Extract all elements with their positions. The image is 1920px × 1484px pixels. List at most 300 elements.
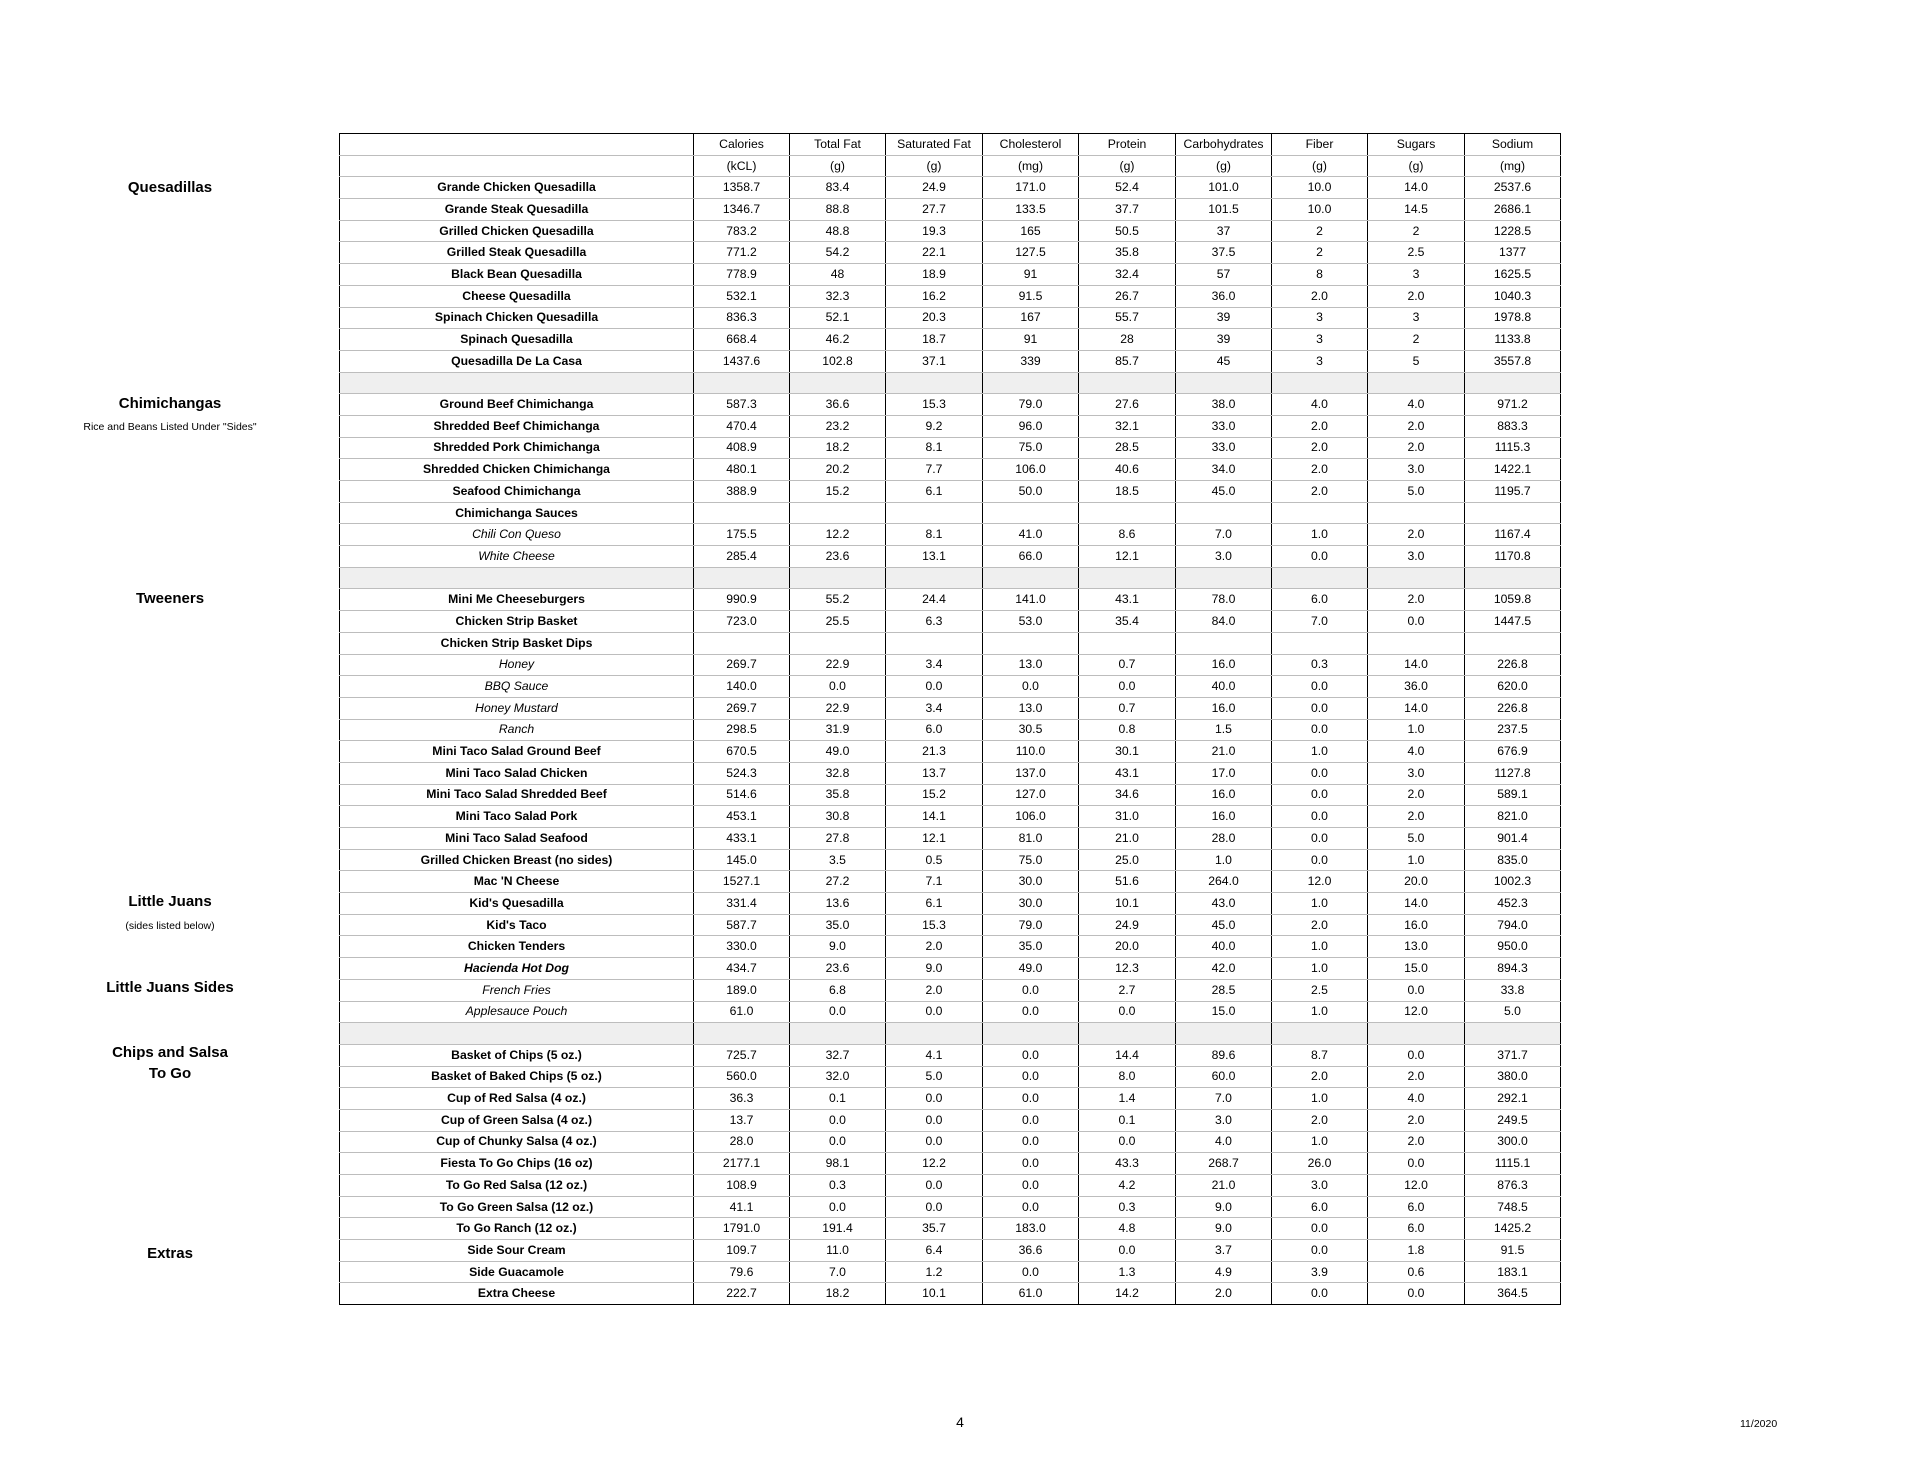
value-cell: 0.0 [1272, 762, 1368, 784]
value-cell [983, 372, 1079, 394]
value-cell: 589.1 [1465, 784, 1561, 806]
item-name: Mini Taco Salad Ground Beef [340, 741, 694, 763]
value-cell: 36.3 [694, 1088, 790, 1110]
item-name: Mini Taco Salad Seafood [340, 828, 694, 850]
header-row [340, 134, 1561, 156]
section-chimichangas: Chimichangas [118, 395, 222, 412]
value-cell: 0.0 [1272, 849, 1368, 871]
value-cell: 2.7 [1079, 979, 1176, 1001]
value-cell: 268.7 [1176, 1153, 1272, 1175]
value-cell: 2.0 [886, 979, 983, 1001]
page-number: 4 [956, 1414, 964, 1430]
value-cell: 4.0 [1176, 1131, 1272, 1153]
value-cell [790, 502, 886, 524]
value-cell: 2 [1272, 242, 1368, 264]
value-cell: 43.1 [1079, 762, 1176, 784]
table-row [340, 1196, 1561, 1218]
value-cell: 21.0 [1176, 741, 1272, 763]
unit-cell: (kCL) [694, 155, 790, 177]
value-cell: 33.0 [1176, 437, 1272, 459]
value-cell: 0.0 [1272, 806, 1368, 828]
value-cell: 0.0 [1272, 1218, 1368, 1240]
table-row [340, 1001, 1561, 1023]
value-cell: 15.2 [886, 784, 983, 806]
value-cell: 0.7 [1079, 697, 1176, 719]
item-name: Applesauce Pouch [340, 1001, 694, 1023]
value-cell: 7.1 [886, 871, 983, 893]
chips-line-1: Chips and Salsa [112, 1044, 228, 1061]
value-cell: 28 [1079, 329, 1176, 351]
value-cell: 1195.7 [1465, 481, 1561, 503]
value-cell: 34.0 [1176, 459, 1272, 481]
value-cell: 0.0 [1368, 611, 1465, 633]
value-cell: 25.5 [790, 611, 886, 633]
value-cell: 264.0 [1176, 871, 1272, 893]
table-row [340, 1044, 1561, 1066]
value-cell: 40.0 [1176, 676, 1272, 698]
value-cell: 3.4 [886, 654, 983, 676]
value-cell: 723.0 [694, 611, 790, 633]
value-cell: 2.0 [1368, 415, 1465, 437]
value-cell: 79.0 [983, 394, 1079, 416]
value-cell: 2.0 [1272, 437, 1368, 459]
value-cell [790, 567, 886, 589]
value-cell [1079, 632, 1176, 654]
value-cell [1465, 1023, 1561, 1045]
value-cell: 18.2 [790, 437, 886, 459]
value-cell [1176, 632, 1272, 654]
value-cell: 9.0 [790, 936, 886, 958]
value-cell: 41.0 [983, 524, 1079, 546]
value-cell: 0.0 [790, 1109, 886, 1131]
table-row [340, 502, 1561, 524]
table-row [340, 849, 1561, 871]
value-cell: 1437.6 [694, 350, 790, 372]
value-cell: 18.2 [790, 1283, 886, 1305]
revision-date: 11/2020 [1740, 1418, 1778, 1430]
value-cell [1272, 1023, 1368, 1045]
item-name: Chimichanga Sauces [340, 502, 694, 524]
section-little-juans: Little Juans [128, 893, 212, 910]
value-cell: 1040.3 [1465, 285, 1561, 307]
value-cell: 0.0 [1272, 719, 1368, 741]
value-cell: 1059.8 [1465, 589, 1561, 611]
value-cell [694, 502, 790, 524]
value-cell: 43.3 [1079, 1153, 1176, 1175]
value-cell: 587.7 [694, 914, 790, 936]
value-cell: 7.0 [1176, 524, 1272, 546]
value-cell: 3.9 [1272, 1261, 1368, 1283]
value-cell: 300.0 [1465, 1131, 1561, 1153]
value-cell: 8 [1272, 264, 1368, 286]
value-cell: 2.0 [1272, 481, 1368, 503]
value-cell: 0.0 [886, 1131, 983, 1153]
value-cell: 1.0 [1368, 719, 1465, 741]
value-cell: 2.0 [1272, 285, 1368, 307]
item-name: Grande Chicken Quesadilla [340, 177, 694, 199]
value-cell: 10.0 [1272, 199, 1368, 221]
table-row [340, 1066, 1561, 1088]
value-cell: 1.3 [1079, 1261, 1176, 1283]
item-name: Basket of Chips (5 oz.) [340, 1044, 694, 1066]
value-cell: 9.2 [886, 415, 983, 437]
value-cell: 2 [1368, 329, 1465, 351]
item-name: White Cheese [340, 546, 694, 568]
table-row [340, 285, 1561, 307]
value-cell: 106.0 [983, 806, 1079, 828]
value-cell: 14.2 [1079, 1283, 1176, 1305]
value-cell: 12.2 [886, 1153, 983, 1175]
table-row [340, 697, 1561, 719]
value-cell: 66.0 [983, 546, 1079, 568]
value-cell: 32.4 [1079, 264, 1176, 286]
item-name: Honey [340, 654, 694, 676]
item-name: Shredded Pork Chimichanga [340, 437, 694, 459]
value-cell [1368, 372, 1465, 394]
value-cell [1079, 1023, 1176, 1045]
value-cell: 1127.8 [1465, 762, 1561, 784]
value-cell [1465, 372, 1561, 394]
table-row [340, 415, 1561, 437]
value-cell: 52.4 [1079, 177, 1176, 199]
value-cell: 794.0 [1465, 914, 1561, 936]
value-cell: 2.0 [886, 936, 983, 958]
value-cell: 20.3 [886, 307, 983, 329]
value-cell: 3 [1368, 307, 1465, 329]
value-cell: 18.7 [886, 329, 983, 351]
value-cell: 7.0 [790, 1261, 886, 1283]
value-cell: 22.9 [790, 697, 886, 719]
value-cell: 10.1 [1079, 893, 1176, 915]
table-row [340, 242, 1561, 264]
value-cell: 901.4 [1465, 828, 1561, 850]
value-cell: 0.1 [790, 1088, 886, 1110]
value-cell: 10.0 [1272, 177, 1368, 199]
item-name [340, 372, 694, 394]
value-cell: 89.6 [1176, 1044, 1272, 1066]
value-cell [1272, 372, 1368, 394]
value-cell: 783.2 [694, 220, 790, 242]
unit-cell: (g) [1272, 155, 1368, 177]
value-cell [1079, 372, 1176, 394]
value-cell: 1115.1 [1465, 1153, 1561, 1175]
value-cell: 894.3 [1465, 958, 1561, 980]
value-cell: 0.0 [983, 1044, 1079, 1066]
value-cell: 79.0 [983, 914, 1079, 936]
value-cell: 11.0 [790, 1240, 886, 1262]
value-cell [694, 632, 790, 654]
value-cell: 0.0 [983, 1131, 1079, 1153]
item-name: Side Sour Cream [340, 1240, 694, 1262]
value-cell: 876.3 [1465, 1175, 1561, 1197]
table-row [340, 762, 1561, 784]
value-cell: 46.2 [790, 329, 886, 351]
value-cell: 140.0 [694, 676, 790, 698]
value-cell: 42.0 [1176, 958, 1272, 980]
item-name: Side Guacamole [340, 1261, 694, 1283]
value-cell: 285.4 [694, 546, 790, 568]
value-cell: 75.0 [983, 849, 1079, 871]
value-cell: 3 [1272, 307, 1368, 329]
value-cell: 21.0 [1176, 1175, 1272, 1197]
value-cell: 110.0 [983, 741, 1079, 763]
value-cell [886, 502, 983, 524]
table-row [340, 394, 1561, 416]
value-cell: 26.0 [1272, 1153, 1368, 1175]
value-cell: 10.1 [886, 1283, 983, 1305]
item-name: Cup of Red Salsa (4 oz.) [340, 1088, 694, 1110]
value-cell: 183.0 [983, 1218, 1079, 1240]
value-cell: 50.5 [1079, 220, 1176, 242]
value-cell: 14.1 [886, 806, 983, 828]
table-row [340, 1131, 1561, 1153]
value-cell: 7.0 [1176, 1088, 1272, 1110]
value-cell: 2.0 [1368, 784, 1465, 806]
value-cell: 6.0 [1368, 1196, 1465, 1218]
value-cell: 57 [1176, 264, 1272, 286]
value-cell: 2.0 [1368, 285, 1465, 307]
item-name [340, 1023, 694, 1045]
value-cell: 32.0 [790, 1066, 886, 1088]
chimichangas-note: Rice and Beans Listed Under "Sides" [83, 421, 257, 433]
value-cell: 1.5 [1176, 719, 1272, 741]
table-row [340, 958, 1561, 980]
value-cell: 16.0 [1176, 697, 1272, 719]
value-cell: 45.0 [1176, 914, 1272, 936]
value-cell: 7.0 [1272, 611, 1368, 633]
value-cell: 0.0 [1079, 1131, 1176, 1153]
value-cell: 24.9 [886, 177, 983, 199]
value-cell: 30.0 [983, 871, 1079, 893]
value-cell [983, 632, 1079, 654]
value-cell [1272, 567, 1368, 589]
value-cell: 950.0 [1465, 936, 1561, 958]
value-cell: 3.0 [1176, 1109, 1272, 1131]
value-cell: 1346.7 [694, 199, 790, 221]
value-cell: 18.9 [886, 264, 983, 286]
value-cell: 101.0 [1176, 177, 1272, 199]
value-cell: 532.1 [694, 285, 790, 307]
value-cell: 1.0 [1272, 893, 1368, 915]
value-cell: 16.0 [1176, 784, 1272, 806]
value-cell: 5 [1368, 350, 1465, 372]
table-row [340, 979, 1561, 1001]
value-cell: 41.1 [694, 1196, 790, 1218]
value-cell: 36.6 [983, 1240, 1079, 1262]
value-cell: 175.5 [694, 524, 790, 546]
value-cell: 3.4 [886, 697, 983, 719]
value-cell: 5.0 [1465, 1001, 1561, 1023]
value-cell: 5.0 [1368, 481, 1465, 503]
spacer-row [340, 372, 1561, 394]
item-name: Basket of Baked Chips (5 oz.) [340, 1066, 694, 1088]
table-row [340, 1218, 1561, 1240]
value-cell: 3.0 [1272, 1175, 1368, 1197]
value-cell: 54.2 [790, 242, 886, 264]
value-cell: 3.7 [1176, 1240, 1272, 1262]
value-cell: 433.1 [694, 828, 790, 850]
value-cell: 0.0 [1272, 784, 1368, 806]
value-cell: 1170.8 [1465, 546, 1561, 568]
value-cell: 8.0 [1079, 1066, 1176, 1088]
value-cell: 23.6 [790, 958, 886, 980]
value-cell: 9.0 [886, 958, 983, 980]
value-cell: 52.1 [790, 307, 886, 329]
value-cell: 16.0 [1368, 914, 1465, 936]
value-cell: 13.6 [790, 893, 886, 915]
header-blank-cell [340, 134, 694, 156]
value-cell: 0.6 [1368, 1261, 1465, 1283]
value-cell: 298.5 [694, 719, 790, 741]
value-cell: 3.0 [1368, 546, 1465, 568]
value-cell: 191.4 [790, 1218, 886, 1240]
value-cell [886, 1023, 983, 1045]
item-name: Black Bean Quesadilla [340, 264, 694, 286]
unit-cell: (mg) [983, 155, 1079, 177]
value-cell: 3 [1272, 350, 1368, 372]
value-cell: 37 [1176, 220, 1272, 242]
unit-cell: (mg) [1465, 155, 1561, 177]
value-cell: 670.5 [694, 741, 790, 763]
value-cell: 28.5 [1176, 979, 1272, 1001]
value-cell: 2686.1 [1465, 199, 1561, 221]
spacer-row [340, 1023, 1561, 1045]
table-row [340, 741, 1561, 763]
section-extras: Extras [147, 1245, 193, 1262]
column-header: Cholesterol [983, 134, 1079, 156]
value-cell: 35.8 [1079, 242, 1176, 264]
item-name: Mini Me Cheeseburgers [340, 589, 694, 611]
value-cell: 0.0 [790, 1001, 886, 1023]
value-cell: 48 [790, 264, 886, 286]
value-cell: 0.0 [983, 1261, 1079, 1283]
value-cell [1176, 567, 1272, 589]
value-cell: 0.0 [983, 1153, 1079, 1175]
value-cell: 434.7 [694, 958, 790, 980]
value-cell: 22.1 [886, 242, 983, 264]
value-cell: 6.1 [886, 893, 983, 915]
table-row [340, 1088, 1561, 1110]
column-header: Carbohydrates [1176, 134, 1272, 156]
value-cell: 1.8 [1368, 1240, 1465, 1262]
column-header: Total Fat [790, 134, 886, 156]
table-row [340, 481, 1561, 503]
value-cell [1079, 502, 1176, 524]
value-cell: 14.5 [1368, 199, 1465, 221]
value-cell: 13.0 [983, 654, 1079, 676]
table-row [340, 459, 1561, 481]
item-name: Kid's Quesadilla [340, 893, 694, 915]
value-cell: 81.0 [983, 828, 1079, 850]
table-row [340, 632, 1561, 654]
value-cell: 2.0 [1368, 806, 1465, 828]
value-cell: 1527.1 [694, 871, 790, 893]
value-cell: 127.5 [983, 242, 1079, 264]
value-cell: 34.6 [1079, 784, 1176, 806]
value-cell: 971.2 [1465, 394, 1561, 416]
value-cell [1368, 502, 1465, 524]
value-cell: 53.0 [983, 611, 1079, 633]
value-cell: 0.0 [790, 1196, 886, 1218]
value-cell: 1625.5 [1465, 264, 1561, 286]
value-cell: 18.5 [1079, 481, 1176, 503]
value-cell: 13.1 [886, 546, 983, 568]
table-row [340, 1175, 1561, 1197]
value-cell: 2 [1272, 220, 1368, 242]
value-cell: 15.0 [1368, 958, 1465, 980]
value-cell: 26.7 [1079, 285, 1176, 307]
item-name: Cheese Quesadilla [340, 285, 694, 307]
item-name: To Go Green Salsa (12 oz.) [340, 1196, 694, 1218]
value-cell: 725.7 [694, 1044, 790, 1066]
value-cell: 560.0 [694, 1066, 790, 1088]
value-cell: 43.1 [1079, 589, 1176, 611]
value-cell: 16.0 [1176, 806, 1272, 828]
value-cell: 2177.1 [694, 1153, 790, 1175]
value-cell: 0.3 [790, 1175, 886, 1197]
table-row [340, 1240, 1561, 1262]
value-cell: 0.0 [983, 1109, 1079, 1131]
value-cell: 821.0 [1465, 806, 1561, 828]
value-cell: 88.8 [790, 199, 886, 221]
value-cell: 43.0 [1176, 893, 1272, 915]
value-cell: 0.0 [1272, 546, 1368, 568]
column-header: Protein [1079, 134, 1176, 156]
value-cell: 30.0 [983, 893, 1079, 915]
value-cell: 587.3 [694, 394, 790, 416]
value-cell [1368, 567, 1465, 589]
item-name: Shredded Chicken Chimichanga [340, 459, 694, 481]
value-cell: 0.7 [1079, 654, 1176, 676]
value-cell: 35.8 [790, 784, 886, 806]
unit-cell: (g) [1368, 155, 1465, 177]
value-cell: 13.7 [886, 762, 983, 784]
value-cell: 1425.2 [1465, 1218, 1561, 1240]
value-cell: 3.0 [1368, 762, 1465, 784]
value-cell [1176, 372, 1272, 394]
value-cell: 2.0 [1272, 1066, 1368, 1088]
value-cell: 109.7 [694, 1240, 790, 1262]
value-cell: 269.7 [694, 654, 790, 676]
value-cell: 1.0 [1272, 936, 1368, 958]
value-cell: 6.3 [886, 611, 983, 633]
value-cell: 14.0 [1368, 177, 1465, 199]
value-cell: 15.0 [1176, 1001, 1272, 1023]
value-cell: 16.2 [886, 285, 983, 307]
table-row [340, 654, 1561, 676]
item-name: Grande Steak Quesadilla [340, 199, 694, 221]
table-row [340, 806, 1561, 828]
unit-cell: (g) [1176, 155, 1272, 177]
table-row [340, 1261, 1561, 1283]
value-cell [1368, 632, 1465, 654]
value-cell: 5.0 [1368, 828, 1465, 850]
table-row [340, 1153, 1561, 1175]
value-cell: 12.0 [1368, 1001, 1465, 1023]
value-cell: 0.0 [886, 1109, 983, 1131]
item-name: Cup of Chunky Salsa (4 oz.) [340, 1131, 694, 1153]
value-cell: 1.0 [1272, 524, 1368, 546]
value-cell [886, 632, 983, 654]
value-cell: 0.0 [983, 1088, 1079, 1110]
value-cell: 75.0 [983, 437, 1079, 459]
value-cell: 2.0 [1272, 914, 1368, 936]
table-row [340, 524, 1561, 546]
value-cell [983, 502, 1079, 524]
value-cell: 0.5 [886, 849, 983, 871]
value-cell: 1.4 [1079, 1088, 1176, 1110]
value-cell: 145.0 [694, 849, 790, 871]
